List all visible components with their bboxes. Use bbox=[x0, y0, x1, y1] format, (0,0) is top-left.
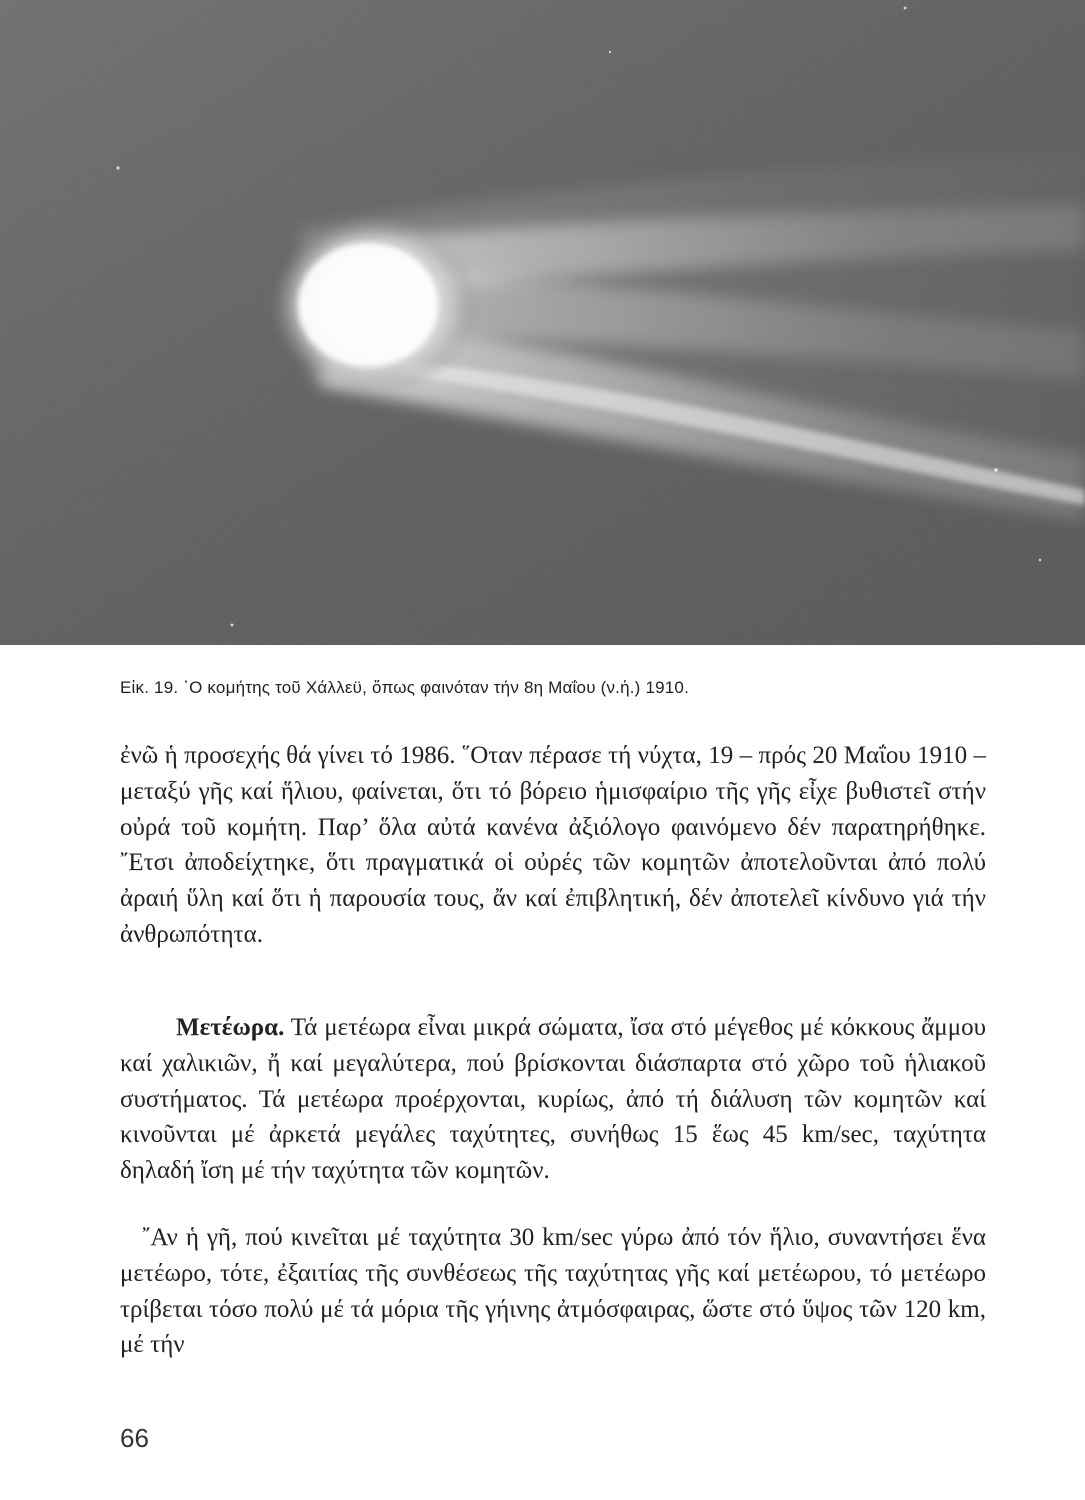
comet-photograph bbox=[0, 0, 1085, 645]
body-paragraph-1: ἐνῶ ἡ προσεχής θά γίνει τό 1986. ῞Οταν πέρασε τή νύχτα, 19 – πρός 20 Μαΐου 1910 – μεταξύ γῆς καί ἥλιου, φαίνεται, ὅτι τό βόρειο ἡμισφαίριο τῆς γῆς εἶχε βυθιστεῖ στήν οὐρά τοῦ κομήτη. Παρ’ ὅλα αὐτά κανένα ἀξιόλογο φαινόμενο δέν παρατηρήθηκε. ῎Ετσι ἀποδείχτηκε, ὅτι πραγματικά οἱ οὐρές τῶν κομητῶν ἀποτελοῦνται ἀπό πολύ ἀραιή ὕλη καί ὅτι ἡ παρουσία τους, ἄν καί ἐπιβλητική, δέν ἀποτελεῖ κίνδυνο γιά τήν ἀνθρωπότητα. bbox=[120, 742, 986, 948]
body-paragraph-2-text: Τά μετέωρα εἶναι μικρά σώματα, ἴσα στό μέγεθος μέ κόκκους ἄμμου καί χαλικιῶν, ἤ καί μεγαλύτερα, πού βρίσκονται διάσπαρτα στό χῶρο τοῦ ἡλιακοῦ συστήματος. Τά μετέωρα προέρχονται, κυρίως, ἀπό τή διάλυση τῶν κομητῶν καί κινοῦνται μέ ἀρκετά μεγάλες ταχύτητες, συνήθως 15 ἕως 45 km/sec, ταχύτητα δηλαδή ἴση μέ τήν ταχύτητα τῶν κομητῶν. bbox=[120, 1014, 986, 1185]
page-number: 66 bbox=[120, 1423, 149, 1453]
body-paragraph-2 bbox=[120, 1010, 986, 1189]
figure-caption: Εἰκ. 19. ῾Ο κομήτης τοῦ Χάλλεϋ, ὅπως φαινόταν τήν 8η Μαΐου (ν.ἡ.) 1910. bbox=[120, 678, 689, 697]
body-paragraph-3: ῎Αν ἡ γῆ, πού κινεῖται μέ ταχύτητα 30 km/sec γύρω ἀπό τόν ἥλιο, συναντήσει ἕνα μετέωρο, τότε, ἐξαιτίας τῆς συνθέσεως τῆς ταχύτητας γῆς καί μετέωρου, τό μετέωρο τρίβεται τόσο πολύ μέ τά μόρια τῆς γήινης ἀτμόσφαιρας, ὥστε στό ὕψος τῶν 120 km, μέ τήν bbox=[120, 1224, 986, 1359]
section-term-meteora: Μετέωρα. bbox=[176, 1014, 285, 1041]
